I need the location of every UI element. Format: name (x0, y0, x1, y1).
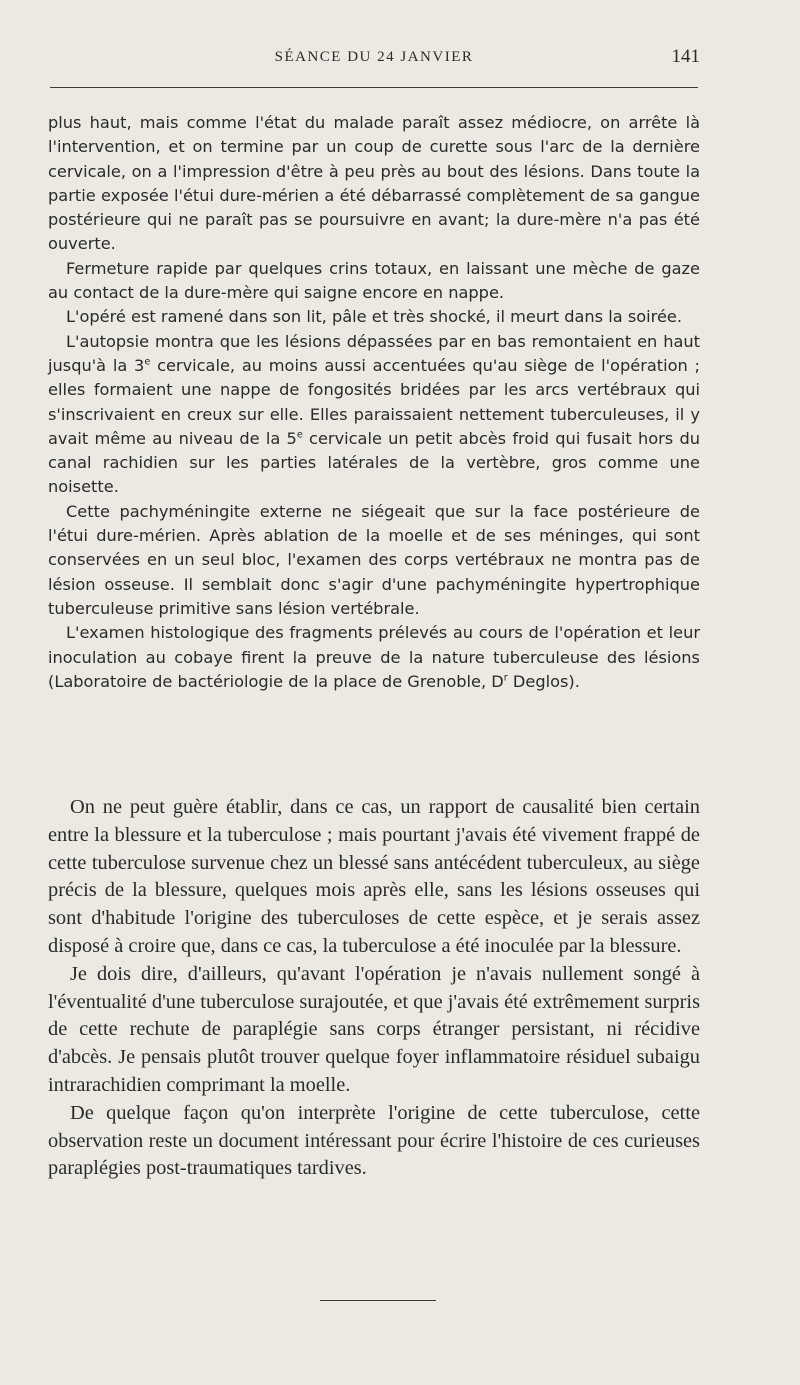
case-report-section (48, 111, 700, 694)
end-rule (320, 1300, 436, 1301)
running-title: SÉANCE DU 24 JANVIER (274, 49, 474, 65)
paragraph: Je dois dire, d'ailleurs, qu'avant l'opération je n'avais nullement songé à l'éventualité d'une tuberculose surajoutée, et que j'avais été extrêmement surpris de cette rechute de paraplégie sans corps étranger persistant, ni récidive d'abcès. Je pensais plutôt trouver quelque foyer inflammatoire résiduel subaigu intrarachidien comprimant la moelle. (48, 962, 700, 1096)
header-rule (50, 87, 698, 88)
page-number: 141 (671, 46, 700, 67)
running-header (48, 46, 700, 70)
paragraph: On ne peut guère établir, dans ce cas, un rapport de causalité bien certain entre la blessure et la tuberculose ; mais pourtant j'avais été vivement frappé de cette tuberculose survenue chez un blessé sans antécédent tuberculeux, au siège précis de la blessure, quelques mois après elle, sans les lésions osseuses qui sont d'habitude l'origine des tuberculoses de cette espèce, et je serais assez disposé à croire que, dans ce cas, la tuberculose a été inoculée par la blessure. (48, 796, 700, 957)
paragraph: De quelque façon qu'on interprète l'origine de cette tuberculose, cette observation reste un document intéressant pour écrire l'histoire de ces curieuses paraplégies post-traumatiques tardives. (48, 1101, 700, 1180)
commentary-section (48, 794, 700, 1183)
paragraph: Fermeture rapide par quelques crins totaux, en laissant une mèche de gaze au contact de la dure-mère qui saigne encore en nappe. (48, 258, 700, 303)
paragraph-histology: L'examen histologique des fragments prélevés au cours de l'opération et leur inoculation au cobaye firent la preuve de la nature tuberculeuse des lésions (Laboratoire de bactériologie de la place de Grenoble, $D^r$ Deglos). (48, 623, 700, 691)
paragraph-autopsy: L'autopsie montra que les lésions dépassées par en bas remontaient en haut jusqu'à la 3e cervicale, au moins aussi accentuées qu'au siège de l'opération ; elles formaient une nappe de fongosités bridées par les arcs vertébraux qui s'inscrivaient en creux sur elle. Elles paraissaient nettement tuberculeuses, il y avait même au niveau de la 5e cervicale un petit abcès froid qui fusait hors du canal rachidien sur les parties latérales de la vertèbre, gros comme une noisette. (48, 331, 700, 497)
paragraph: plus haut, mais comme l'état du malade paraît assez médiocre, on arrête là l'intervention, et on termine par un coup de curette sous l'arc de la dernière cervicale, on a l'impression d'être à peu près au bout des lésions. Dans toute la partie exposée l'étui dure-mérien a été débarrassé complètement de sa gangue postérieure qui ne paraît pas se poursuivre en avant; la dure-mère n'a pas été ouverte. (48, 113, 700, 254)
paragraph: L'opéré est ramené dans son lit, pâle et très shocké, il meurt dans la soirée. (66, 307, 683, 327)
paragraph: Cette pachyméningite externe ne siégeait que sur la face postérieure de l'étui dure-mérien. Après ablation de la moelle et de ses méninges, qui sont conservées en un seul bloc, l'examen des corps vertébraux ne montra pas de lésion osseuse. Il semblait donc s'agir d'une pachyméningite hypertrophique tuberculeuse primitive sans lésion vertébrale. (48, 501, 700, 618)
